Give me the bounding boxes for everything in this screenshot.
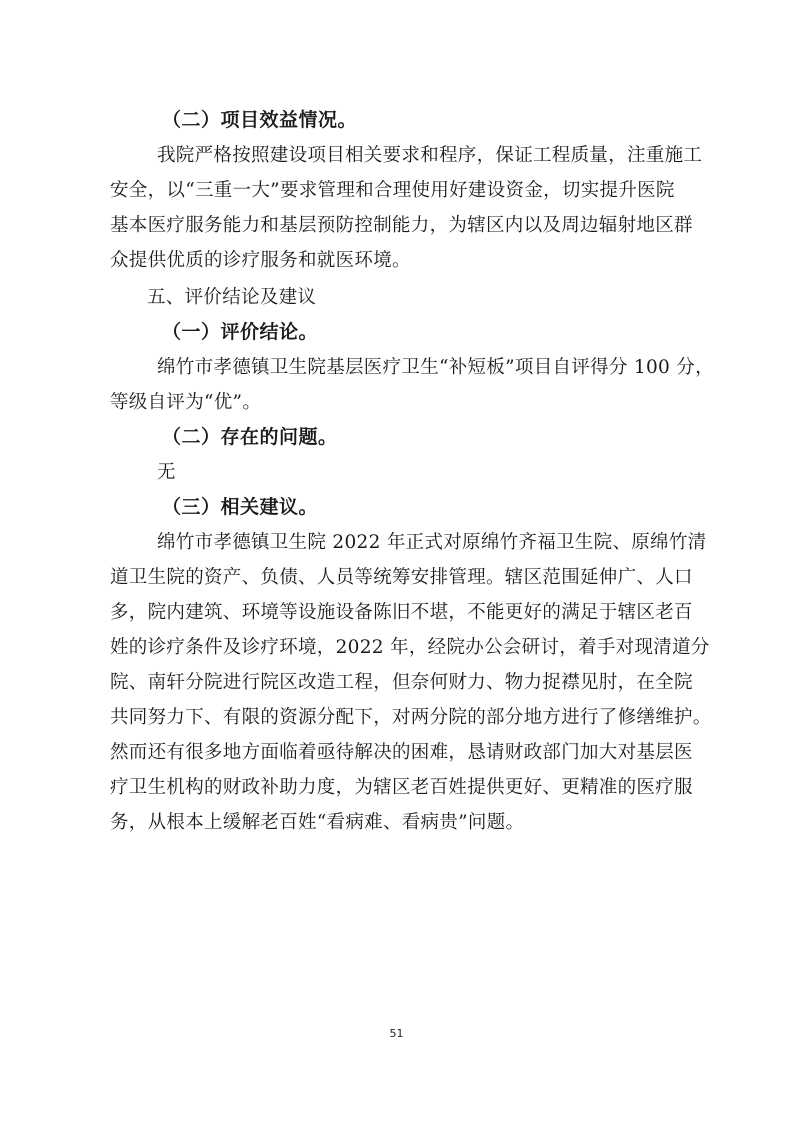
paragraph-line: 我院严格按照建设项目相关要求和程序，保证工程质量，注重施工	[157, 145, 703, 166]
paragraph-line: 然而还有很多地方面临着亟待解决的困难，恳请财政部门加大对基层医	[110, 742, 693, 763]
paragraph-existing-problems: 无	[157, 462, 176, 483]
heading-evaluation-conclusion: （一）评价结论。	[162, 321, 319, 343]
heading-project-benefit: （二）项目效益情况。	[162, 109, 358, 131]
paragraph-line: 绵竹市孝德镇卫生院 2022 年正式对原绵竹齐福卫生院、原绵竹清	[157, 532, 707, 553]
paragraph-line: 务，从根本上缓解老百姓“看病难、看病贵”问题。	[110, 812, 525, 833]
paragraph-project-benefit	[110, 138, 703, 278]
paragraph-related-suggestions	[110, 525, 712, 840]
paragraph-line: 众提供优质的诊疗服务和就医环境。	[110, 250, 411, 271]
paragraph-line: 道卫生院的资产、负债、人员等统筹安排管理。辖区范围延伸广、人口	[110, 567, 693, 588]
paragraph-line: 疗卫生机构的财政补助力度，为辖区老百姓提供更好、更精准的医疗服	[110, 777, 693, 798]
heading-existing-problems: （二）存在的问题。	[162, 426, 338, 448]
paragraph-line: 共同努力下、有限的资源分配下，对两分院的部分地方进行了修缮维护。	[110, 707, 712, 728]
section-title-evaluation: 五、评价结论及建议	[147, 287, 317, 308]
paragraph-line: 安全，以“三重一大”要求管理和合理使用好建设资金，切实提升医院	[110, 180, 675, 201]
page-number: 51	[389, 1027, 404, 1040]
heading-related-suggestions: （三）相关建议。	[162, 496, 319, 518]
paragraph-line: 姓的诊疗条件及诊疗环境，2022 年，经院办公会研讨，着手对现清道分	[110, 637, 710, 658]
paragraph-line: 绵竹市孝德镇卫生院基层医疗卫生“补短板”项目自评得分 100 分，	[157, 357, 714, 378]
paragraph-line: 等级自评为“优”。	[110, 392, 262, 413]
document-body	[110, 103, 714, 840]
paragraph-line: 院、南轩分院进行院区改造工程，但奈何财力、物力捉襟见肘，在全院	[110, 672, 693, 693]
paragraph-evaluation-conclusion	[110, 350, 714, 420]
paragraph-line: 多，院内建筑、环境等设施设备陈旧不堪，不能更好的满足于辖区老百	[110, 602, 693, 623]
paragraph-line: 基本医疗服务能力和基层预防控制能力，为辖区内以及周边辐射地区群	[110, 215, 693, 236]
